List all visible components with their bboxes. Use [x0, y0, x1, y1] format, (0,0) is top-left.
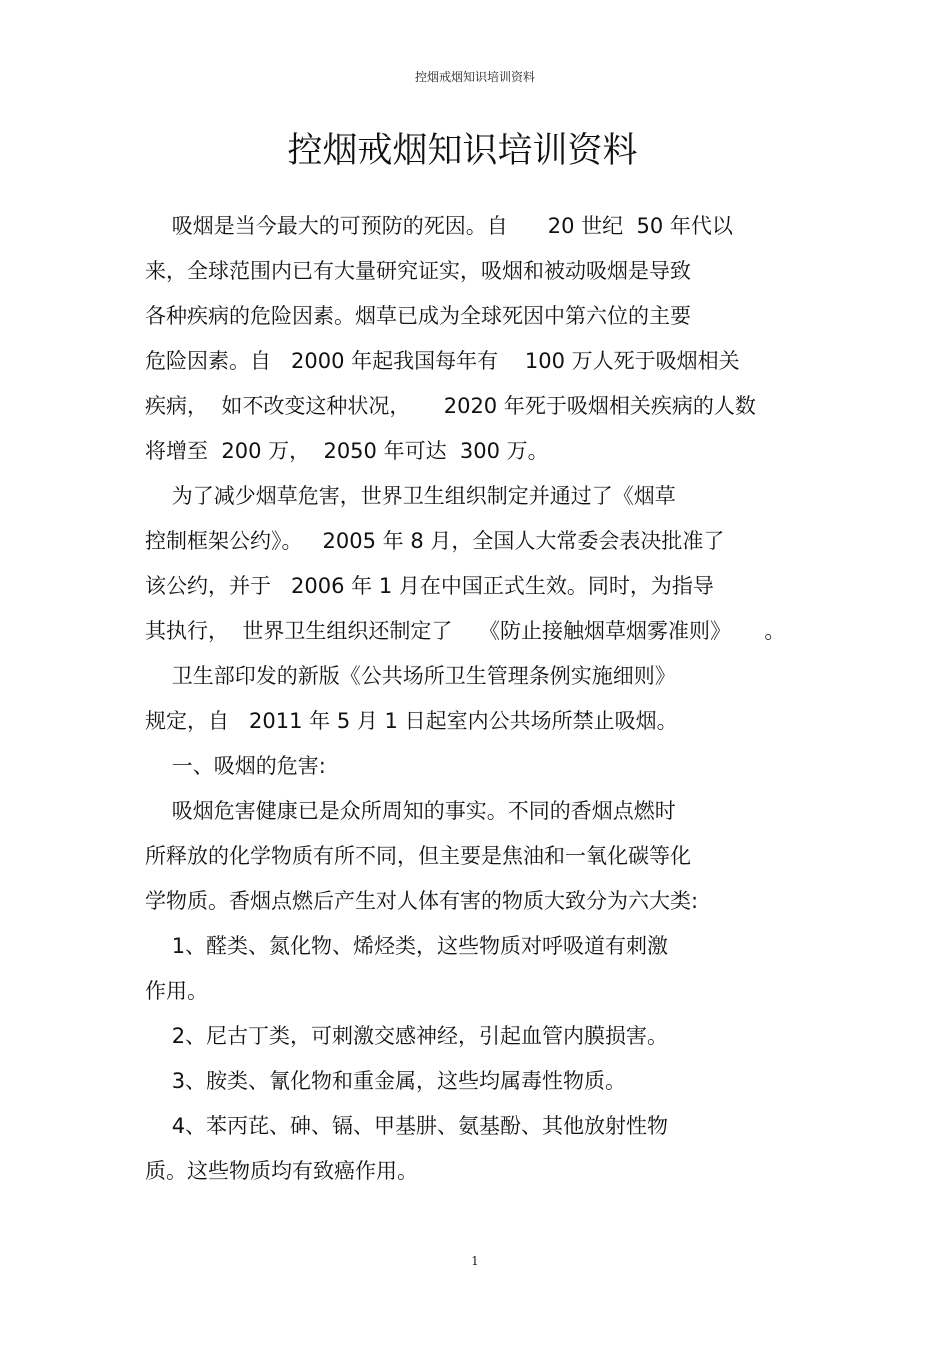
section-heading: 一、吸烟的危害: [145, 754, 326, 778]
body-line: 规定，自 2011 年 5 月 1 日起室内公共场所禁止吸烟。 [145, 709, 678, 733]
list-item-line: 1、醛类、氮化物、烯烃类，这些物质对呼吸道有刺激 [145, 934, 669, 958]
list-item-line: 质。这些物质均有致癌作用。 [145, 1159, 418, 1183]
page-number: 1 [471, 1254, 479, 1268]
body-line: 危险因素。自 2000 年起我国每年有 100 万人死于吸烟相关 [145, 349, 740, 373]
list-item-line: 4、苯丙芘、砷、镉、甲基肼、氨基酚、其他放射性物 [145, 1114, 669, 1138]
body-line: 各种疾病的危险因素。烟草已成为全球死因中第六位的主要 [145, 304, 691, 328]
document-title: 控烟戒烟知识培训资料 [287, 131, 638, 171]
body-line: 来，全球范围内已有大量研究证实，吸烟和被动吸烟是导致 [145, 259, 691, 283]
running-header: 控烟戒烟知识培训资料 [414, 70, 535, 84]
body-line: 其执行， 世界卫生组织还制定了 《防止接触烟草烟雾准则》 。 [145, 619, 786, 643]
list-item-line: 2、尼古丁类，可刺激交感神经，引起血管内膜损害。 [145, 1024, 669, 1048]
list-item-line: 作用。 [145, 979, 208, 1003]
list-item-line: 3、胺类、氰化物和重金属，这些均属毒性物质。 [145, 1069, 627, 1093]
body-line: 该公约，并于 2006 年 1 月在中国正式生效。同时，为指导 [145, 574, 714, 598]
body-line: 将增至 200 万， 2050 年可达 300 万。 [145, 439, 549, 463]
body-line: 卫生部印发的新版《公共场所卫生管理条例实施细则》 [145, 664, 676, 688]
body-line: 控制框架公约》。 2005 年 8 月，全国人大常委会表决批准了 [145, 529, 725, 553]
body-line: 吸烟危害健康已是众所周知的事实。不同的香烟点燃时 [145, 799, 676, 823]
body-line: 吸烟是当今最大的可预防的死因。自 20 世纪 50 年代以 [145, 214, 733, 238]
body-line: 学物质。香烟点燃后产生对人体有害的物质大致分为六大类: [145, 889, 699, 913]
body-line: 疾病， 如不改变这种状况， 2020 年死于吸烟相关疾病的人数 [145, 394, 756, 418]
body-line: 所释放的化学物质有所不同，但主要是焦油和一氧化碳等化 [145, 844, 691, 868]
body-line: 为了减少烟草危害，世界卫生组织制定并通过了《烟草 [145, 484, 676, 508]
